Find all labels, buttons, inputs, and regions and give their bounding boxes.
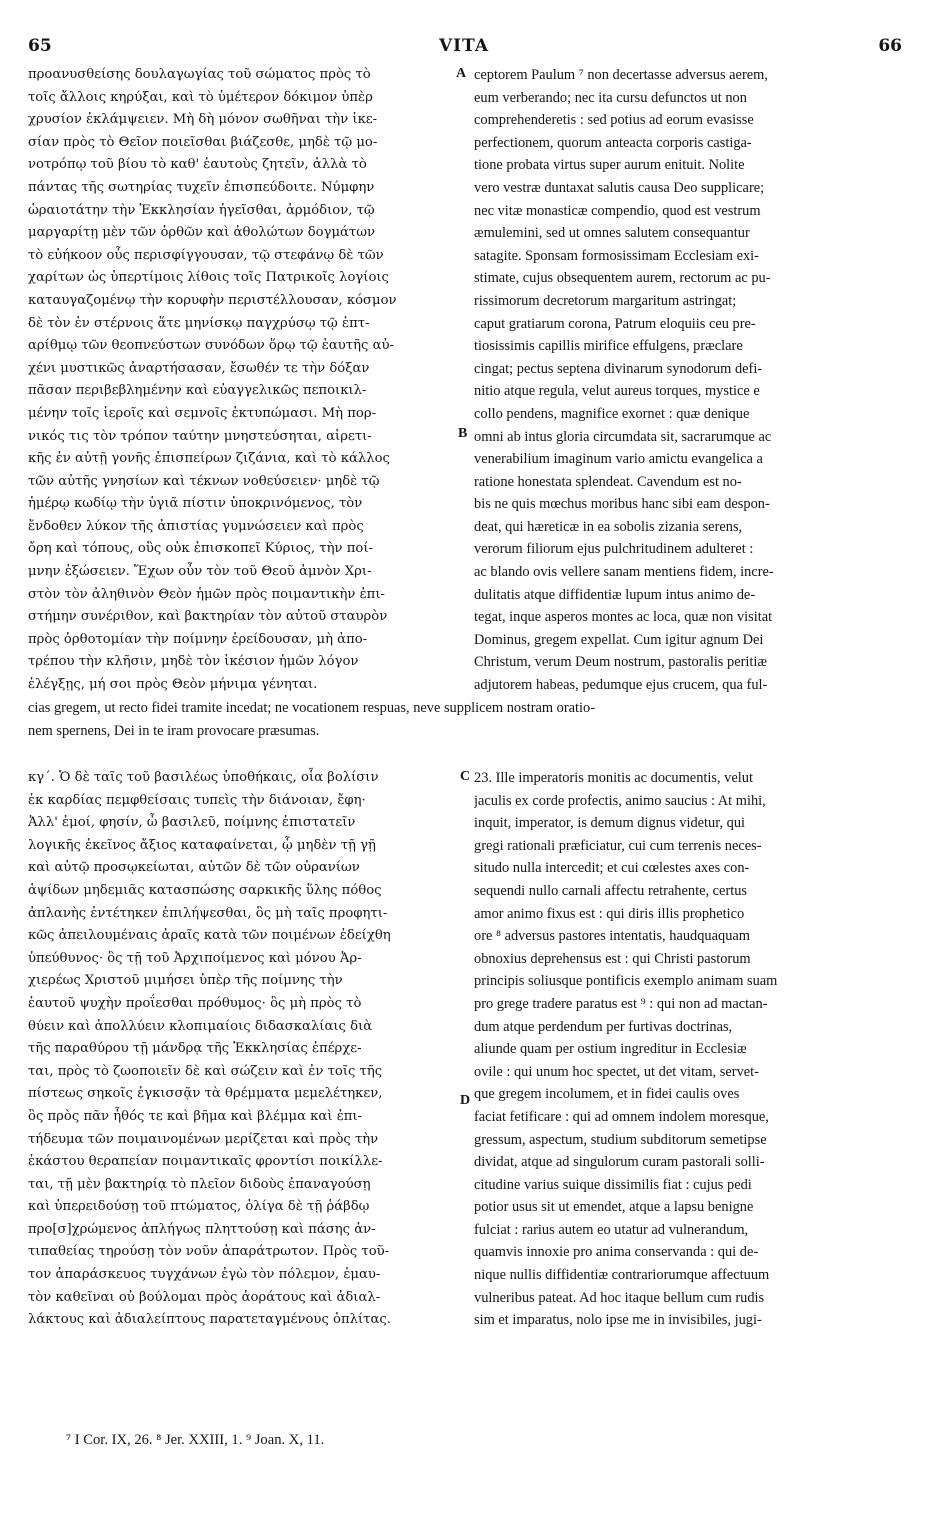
text-line: satagite. Sponsam formosissimam Ecclesiam exi- xyxy=(474,247,759,264)
text-line: amor animo fixus est : qui diris illis prophetico xyxy=(474,905,745,922)
latin-column-section-1 xyxy=(474,64,902,697)
text-line: dividat, atque ad singulorum curam pastorali solli- xyxy=(474,1154,765,1171)
text-line: ἐλέγξῃς, μή σοι πρὸς Θεὸν μήνιμα γένηται. xyxy=(28,677,318,693)
running-title: VITA xyxy=(438,36,490,56)
text-line: πίστεως σηκοῖς ἐγκισσᾷν τὰ θρέμματα μεμελέτηκεν, xyxy=(28,1086,383,1102)
text-line: tegat, inque asperos montes ac loca, quæ non visitat xyxy=(474,609,773,626)
text-line: faciat fetificare : qui ad omnem indolem moresque, xyxy=(474,1108,769,1125)
text-line: jaculis ex corde profectis, animo saucius : At mihi, xyxy=(474,792,766,809)
text-line: ται, πρὸς τὸ ζωοποιεῖν δὲ καὶ σώζειν καὶ ἐν τοῖς τῆς xyxy=(28,1063,383,1079)
text-line: perfectionem, quorum anteacta corporis castiga- xyxy=(474,134,752,151)
text-line: ἑκάστου θεραπείαν ποιμαντικαῖς φροντίσι ποικίλλε- xyxy=(28,1154,383,1170)
margin-letter-b: B xyxy=(458,426,468,441)
text-line: aliunde quam per ostium ingreditur in Ecclesiæ xyxy=(474,1041,747,1058)
margin-letter-d: D xyxy=(460,1093,471,1108)
text-line: omni ab intus gloria circumdata sit, sacrarumque ac xyxy=(474,428,772,445)
text-line: προ[σ]χρώμενος ἀπλήγως πληττούσῃ καὶ πάσης ἀν- xyxy=(28,1221,376,1237)
text-line: σίαν πρὸς τὸ Θεῖον ποιεῖσθαι βιάζεσθε, μηδὲ τῷ μο- xyxy=(28,134,378,150)
text-line: Dominus, gregem expellat. Cum igitur agnum Dei xyxy=(474,631,764,648)
text-line: sequendi nullo carnali affectu retrahente, certus xyxy=(474,882,748,899)
text-line: nec vitæ monasticæ compendio, quod est vestrum xyxy=(474,202,761,219)
text-line: τῆς παραθύρου τῇ μάνδρᾳ τῆς Ἐκκλησίας ἐπέρχε- xyxy=(28,1041,362,1057)
text-line: cias gregem, ut recto fidei tramite incedat; ne vocationem respuas, neve supplicem nostram oratio- xyxy=(28,700,596,716)
text-line: verorum filiorum ejus pulchritudinem adulteret : xyxy=(474,541,754,558)
text-line: στήμην συνέριθον, καὶ βακτηρίαν τὸν αὐτοῦ σταυρὸν xyxy=(28,609,388,625)
text-line: ται, τῇ μὲν βακτηρίᾳ τὸ πλεῖον διδοὺς ἐπαναγούσῃ xyxy=(28,1176,371,1192)
text-line: quamvis innoxie pro anima conservanda : qui de- xyxy=(474,1244,759,1261)
text-line: gressum, aspectum, studium subditorum semetipse xyxy=(474,1131,767,1148)
text-line: τον ἀπαράσκευος τυγχάνων ἐγὼ τὸν πόλεμον, ἐμαυ- xyxy=(28,1267,381,1283)
text-line: obnoxius deprehensus est : qui Christi pastorum xyxy=(474,950,751,967)
text-line: ore ⁸ adversus pastores intentatis, haudquaquam xyxy=(474,928,750,945)
text-line: ἀπλανὴς ἐντέτηκεν ἐπιλήψεσθαι, ὃς μὴ ταῖς προφητι- xyxy=(28,905,388,921)
footnote: ⁷ I Cor. IX, 26. ⁸ Jer. XXIII, 1. ⁹ Joan. X, 11. xyxy=(66,1432,325,1448)
text-line: dulitatis atque diffidentiæ lupum intus animo de- xyxy=(474,586,756,603)
text-line: χιερέως Χριστοῦ μιμήσει ὑπὲρ τῆς ποίμνης τὴν xyxy=(28,973,343,989)
text-line: στὸν τὸν ἀληθινὸν Θεὸν ἡμῶν πρὸς ποιμαντικὴν ἐπι- xyxy=(28,586,385,602)
text-line: ὑπεύθυνος· ὃς τῇ τοῦ Ἀρχιποίμενος καὶ μόνου Ἀρ- xyxy=(28,950,362,966)
text-line: nique nullis diffidentiæ contrariorumque affectuum xyxy=(474,1267,770,1284)
text-line: que gregem incolumem, et in fidei caulis oves xyxy=(474,1086,740,1103)
text-line: χένι μυστικῶς ἀναρτήσασαν, ἔσωθέν τε τὴν δόξαν xyxy=(28,360,370,376)
text-line: θύειν καὶ ἀπολλύειν κλοπιμαίοις διδασκαλίαις διὰ xyxy=(28,1018,373,1034)
text-line: ἐκ καρδίας πεμφθείσαις τυπεὶς τὴν διάνοιαν, ἔφη· xyxy=(28,792,366,808)
text-line: nem spernens, Dei in te iram provocare præsumas. xyxy=(28,722,320,739)
page-number-right: 66 xyxy=(878,36,902,56)
text-line: 23. Ille imperatoris monitis ac documentis, velut xyxy=(474,770,753,786)
text-line: λογικῆς ἐκεῖνος ἄξιος καταφαίνεται, ᾧ μηδὲν τῇ γῇ xyxy=(28,837,376,853)
text-line: καὶ ὑπερειδούσῃ τοῦ πτώματος, ὀλίγα δὲ τῇ ῥάβδῳ xyxy=(28,1199,370,1215)
text-line: ὃς πρὸς πᾶν ἦθός τε καὶ βῆμα καὶ βλέμμα καὶ ἐπι- xyxy=(28,1108,363,1124)
text-line: δὲ τὸν ἐν στέρνοις ἅτε μηνίσκῳ παγχρύσῳ τῷ ἑπτ- xyxy=(28,315,370,331)
text-line: bis ne quis mœchus moribus hanc sibi eam despon- xyxy=(474,496,770,513)
text-line: cingat; pectus septena divinarum synodorum defi- xyxy=(474,360,763,377)
text-line: κῶς ἀπειλουμέναις ἀραῖς κατὰ τῶν ποιμένων ἐδείχθη xyxy=(28,928,391,944)
greek-column-section-1 xyxy=(28,64,456,697)
text-line: καταυγαζομένῳ τὴν κορυφὴν περιστέλλουσαν, κόσμον xyxy=(28,292,397,308)
text-line: μνην ἐξώσειεν. Ἔχων οὖν τὸν τοῦ Θεοῦ ἀμνὸν Χρι- xyxy=(28,564,372,580)
text-line: sim et imparatus, nolo ipse me in invisibiles, jugi- xyxy=(474,1312,762,1329)
text-line: τὸ εὐήκοον οὖς περισφίγγουσαν, τῷ στεφάνῳ δὲ τῶν xyxy=(28,247,384,263)
text-line: ceptorem Paulum ⁷ non decertasse adversus aerem, xyxy=(474,67,768,83)
text-line: προανυσθείσης δουλαγωγίας τοῦ σώματος πρὸς τὸ xyxy=(28,67,371,82)
text-line: ratione honestata splendeat. Cavendum est no- xyxy=(474,473,742,490)
text-line: pro grege tradere paratus est ⁹ : qui non ad mactan- xyxy=(474,995,768,1012)
text-line: ovile : qui unum hoc spectet, ut det vitam, servet- xyxy=(474,1063,759,1080)
text-line: μένην τοῖς ἱεροῖς καὶ σεμνοῖς ἐκτυπώμασι. Μὴ πορ- xyxy=(28,405,377,421)
text-line: comprehenderetis : sed potius ad eorum evasisse xyxy=(474,112,754,129)
text-line: τιπαθείας τηρούσῃ τὸν νοῦν ἀπαράτρωτον. Πρὸς τοῦ- xyxy=(28,1244,390,1260)
text-line: κῆς ἐν αὐτῇ γονῆς ἐπισπείρων ζιζάνια, καὶ τὸ κάλλος xyxy=(28,451,390,467)
text-line: νικός τις τὸν τρόπον ταύτην μνηστεύσηται, αἱρετι- xyxy=(28,428,372,444)
text-line: ac blando ovis vellere sanam mentiens fidem, incre- xyxy=(474,564,774,581)
text-line: καὶ αὐτῷ προσῳκείωται, αὐτῶν δὲ τῶν οὐρανίων xyxy=(28,860,360,876)
text-line: caput gratiarum corona, Patrum eloquiis ceu pre- xyxy=(474,315,756,332)
text-line: inquit, imperator, is demum dignus videtur, qui xyxy=(474,815,746,832)
text-line: ὡραιοτάτην τὴν Ἐκκλησίαν ἡγεῖσθαι, ἁρμόδιον, τῷ xyxy=(28,202,375,218)
text-line: situdo nulla intercedit; et cui cœlestes axes con- xyxy=(474,860,750,877)
text-line: τῶν αὐτῆς γνησίων καὶ τέκνων νοθεύσειεν· μηδὲ τῷ xyxy=(28,473,380,489)
text-line: τὸν καθεῖναι οὐ βούλομαι πρὸς ἀοράτους καὶ ἀδιαλ- xyxy=(28,1289,381,1305)
text-line: τήδευμα τῶν ποιμαινομένων μερίζεται καὶ πρὸς τὴν xyxy=(28,1131,379,1147)
text-line: rissimorum decretorum margaritum astringat; xyxy=(474,292,737,309)
text-line: vero vestræ duntaxat salutis causa Deo supplicare; xyxy=(474,179,765,196)
text-line: eum verberando; nec ita cursu defunctos ut non xyxy=(474,89,747,106)
text-line: τοῖς ἄλλοις κηρύξαι, καὶ τὸ ὑμέτερον δόκιμον ὑπὲρ xyxy=(28,89,373,105)
greek-column-section-2 xyxy=(28,767,456,1332)
text-line: νοτρόπῳ τοῦ βίου τὸ καθ' ἑαυτοὺς ζητεῖν, ἀλλὰ τὸ xyxy=(28,157,367,173)
latin-column-section-2 xyxy=(474,767,902,1332)
text-line: πάντας τῆς σωτηρίας τυχεῖν ἐπισπεύδοιτε. Νύμφην xyxy=(28,179,375,195)
text-line: gregi rationali præficiatur, cui cum terrenis neces- xyxy=(474,837,762,854)
text-line: tione probata virtus super aurum enituit. Nolite xyxy=(474,157,745,174)
text-line: adjutorem habeas, pedumque ejus crucem, qua ful- xyxy=(474,677,768,694)
text-line: principis soliusque pontificis exemplo animam suam xyxy=(474,973,778,990)
text-line: πρὸς ὀρθοτομίαν τὴν ποίμνην ἐρείδουσαν, μὴ ἀπο- xyxy=(28,631,368,647)
text-line: ὄρη καὶ τόπους, οὓς οὐκ ἐπισκοπεῖ Κύριος, τὴν ποί- xyxy=(28,541,373,557)
text-line: πᾶσαν περιβεβλημένην καὶ εὐαγγελικῶς πεποικιλ- xyxy=(28,383,367,399)
text-line: venerabilium imaginum vario amictu evangelica a xyxy=(474,451,763,468)
text-line: fulciat : rarius autem eo utatur ad vulnerandum, xyxy=(474,1221,749,1238)
text-line: αρίθμῳ τῶν θεοπνεύστων συνόδων ὅρῳ τῷ ἑαυτῆς αὐ- xyxy=(28,338,394,354)
text-line: deat, qui hæreticæ in ea sobolis zizania serens, xyxy=(474,518,743,535)
text-line: æmulemini, sed ut omnes salutem consequantur xyxy=(474,225,750,242)
text-line: stimate, cujus obsequentem aurem, rectorum ac pu- xyxy=(474,270,771,287)
text-line: Christum, verum Deum nostrum, pastoralis peritiæ xyxy=(474,654,767,671)
text-line: tiosissimis capillis mirifice effulgens, præclare xyxy=(474,338,743,355)
page-number-left: 65 xyxy=(28,36,52,56)
text-line: κγ΄. Ὁ δὲ ταῖς τοῦ βασιλέως ὑποθήκαις, οἷα βολίσιν xyxy=(28,770,379,785)
text-line: Ἀλλ' ἐμοί, φησίν, ὦ βασιλεῦ, ποίμνης ἐπιστατεῖν xyxy=(28,815,356,831)
text-line: ἡμέρῳ κωδίῳ τὴν ὑγιᾶ πίστιν ὑποκρινόμενος, τὸν xyxy=(28,496,363,512)
text-line: μαργαρίτῃ μὲν τῶν ὀρθῶν καὶ ἀθολώτων δογμάτων xyxy=(28,225,376,241)
text-line: citudine varius suique dissimilis fiat : cujus pedi xyxy=(474,1176,752,1193)
text-line: τρέπου τὴν κλῆσιν, μηδὲ τὸν ἱκέσιον ἡμῶν λόγον xyxy=(28,654,359,670)
text-line: χρυσίον ἐκλάμψειεν. Μὴ δὴ μόνον σωθῆναι τὴν ἱκε- xyxy=(28,112,378,128)
text-line: nitio atque regula, velut aureus torques, mystice e xyxy=(474,383,760,400)
text-line: ἑαυτοῦ ψυχὴν προΐεσθαι πρόθυμος· ὃς μὴ πρὸς τὸ xyxy=(28,995,362,1011)
text-line: ἔνδοθεν λύκον τῆς ἀπιστίας γυμνώσειεν καὶ πρὸς xyxy=(28,518,364,534)
margin-letter-a: A xyxy=(456,66,467,81)
margin-letter-c: C xyxy=(460,769,471,784)
text-line: ἁψίδων μηδεμιᾶς κατασπώσης σαρκικῆς ὕλης πόθος xyxy=(28,882,382,898)
text-line: χαρίτων ὡς ὑπερτίμοις λίθοις τοῖς Πατρικοῖς λογίοις xyxy=(28,270,389,286)
text-line: collo pendens, magnifice exornet : quæ denique xyxy=(474,405,750,422)
text-line: vulneribus pateat. Ad hoc itaque bellum cum rudis xyxy=(474,1289,765,1306)
text-line: potior usus sit ut emendet, atque a lapsu benigne xyxy=(474,1199,754,1216)
latin-full-width-continuation xyxy=(28,697,900,742)
text-line: λάκτους καὶ ἀδιαλείπτους παρατεταγμένους ὁπλίτας. xyxy=(28,1312,391,1328)
text-line: dum atque perdendum per furtivas doctrinas, xyxy=(474,1018,733,1035)
